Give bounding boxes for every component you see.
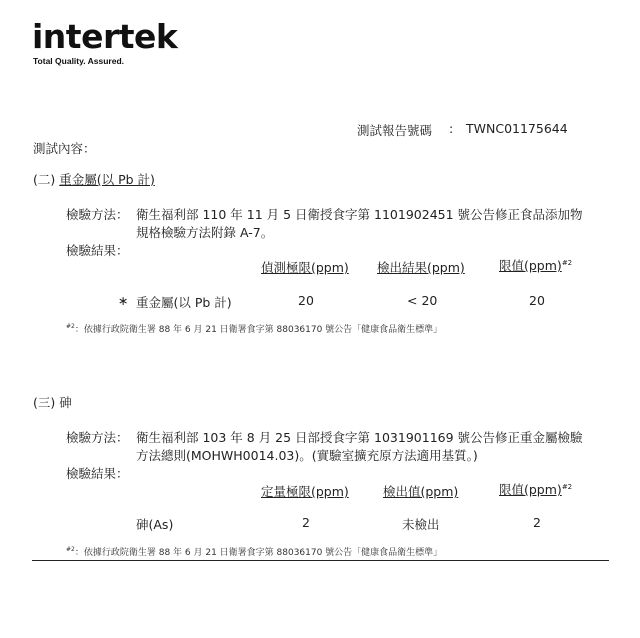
section3-footnote [66, 545, 442, 558]
section2-row-marker: ∗ [118, 293, 129, 308]
section3-result-label: 檢驗結果： [66, 466, 129, 481]
section2-footnote-text: ：依據行政院衛生署 88 年 6 月 21 日衛署食字第 88036170 號公告「健康食品衛生標準」 [74, 325, 443, 335]
section2-row-limit: 20 [529, 293, 545, 308]
section2-prefix: (二) [33, 172, 56, 187]
section2-method-label: 檢驗方法： [66, 207, 129, 222]
intertek-logo: intertek [32, 17, 178, 56]
section3-col-limit-label: 限值(ppm) [499, 482, 562, 497]
section3-col-limit [499, 480, 572, 498]
section2-col-limit-label: 限值(ppm) [499, 258, 562, 273]
bottom-divider [32, 560, 609, 561]
section3-col-limit-sup: #2 [561, 482, 573, 491]
section2-col-limit [499, 256, 572, 274]
section3-title: 砷 [59, 395, 72, 410]
section2-row-result: < 20 [407, 293, 438, 308]
section3-col-detected: 檢出值(ppm) [383, 484, 459, 499]
section2-col-result: 檢出結果(ppm) [377, 260, 465, 275]
section3-footnote-sup: #2 [66, 546, 75, 553]
section3-heading [33, 393, 72, 411]
section3-col-quant-limit: 定量極限(ppm) [261, 484, 349, 499]
report-number-label: 測試報告號碼 [357, 123, 433, 138]
section2-row-detection-limit: 20 [298, 293, 314, 308]
section2-footnote [66, 322, 442, 335]
section2-row-item: 重金屬(以 Pb 計) [136, 295, 232, 310]
test-content-label: 測試內容： [33, 141, 96, 156]
section3-method-line2: 方法總則(MOHWH0014.03)。(實驗室擴充原方法適用基質。) [136, 448, 478, 463]
section2-footnote-sup: #2 [66, 323, 75, 330]
report-number-separator: : [449, 121, 454, 136]
section3-row-limit: 2 [533, 515, 541, 530]
report-number-value: TWNC01175644 [466, 121, 568, 136]
section2-result-label: 檢驗結果： [66, 243, 129, 258]
logo-tagline: Total Quality. Assured. [33, 56, 124, 66]
section3-method-label: 檢驗方法： [66, 430, 129, 445]
section3-row-detected: 未檢出 [402, 517, 440, 532]
section2-method-line1: 衛生福利部 110 年 11 月 5 日衛授食字第 1101902451 號公告修正食品添加物 [136, 207, 583, 222]
section3-footnote-text: ：依據行政院衛生署 88 年 6 月 21 日衛署食字第 88036170 號公告「健康食品衛生標準」 [74, 548, 443, 558]
section2-col-limit-sup: #2 [561, 258, 573, 267]
section2-method-line2: 規格檢驗方法附錄 A-7。 [136, 225, 274, 240]
section3-row-item: 砷(As) [136, 517, 174, 532]
section2-title: 重金屬(以 Pb 計) [59, 172, 155, 187]
section3-prefix: (三) [33, 395, 56, 410]
section3-method-line1: 衛生福利部 103 年 8 月 25 日部授食字第 1031901169 號公告修正重金屬檢驗 [136, 430, 583, 445]
section3-row-quant-limit: 2 [302, 515, 310, 530]
section2-col-detection-limit: 偵測極限(ppm) [261, 260, 349, 275]
section2-heading [33, 170, 155, 188]
